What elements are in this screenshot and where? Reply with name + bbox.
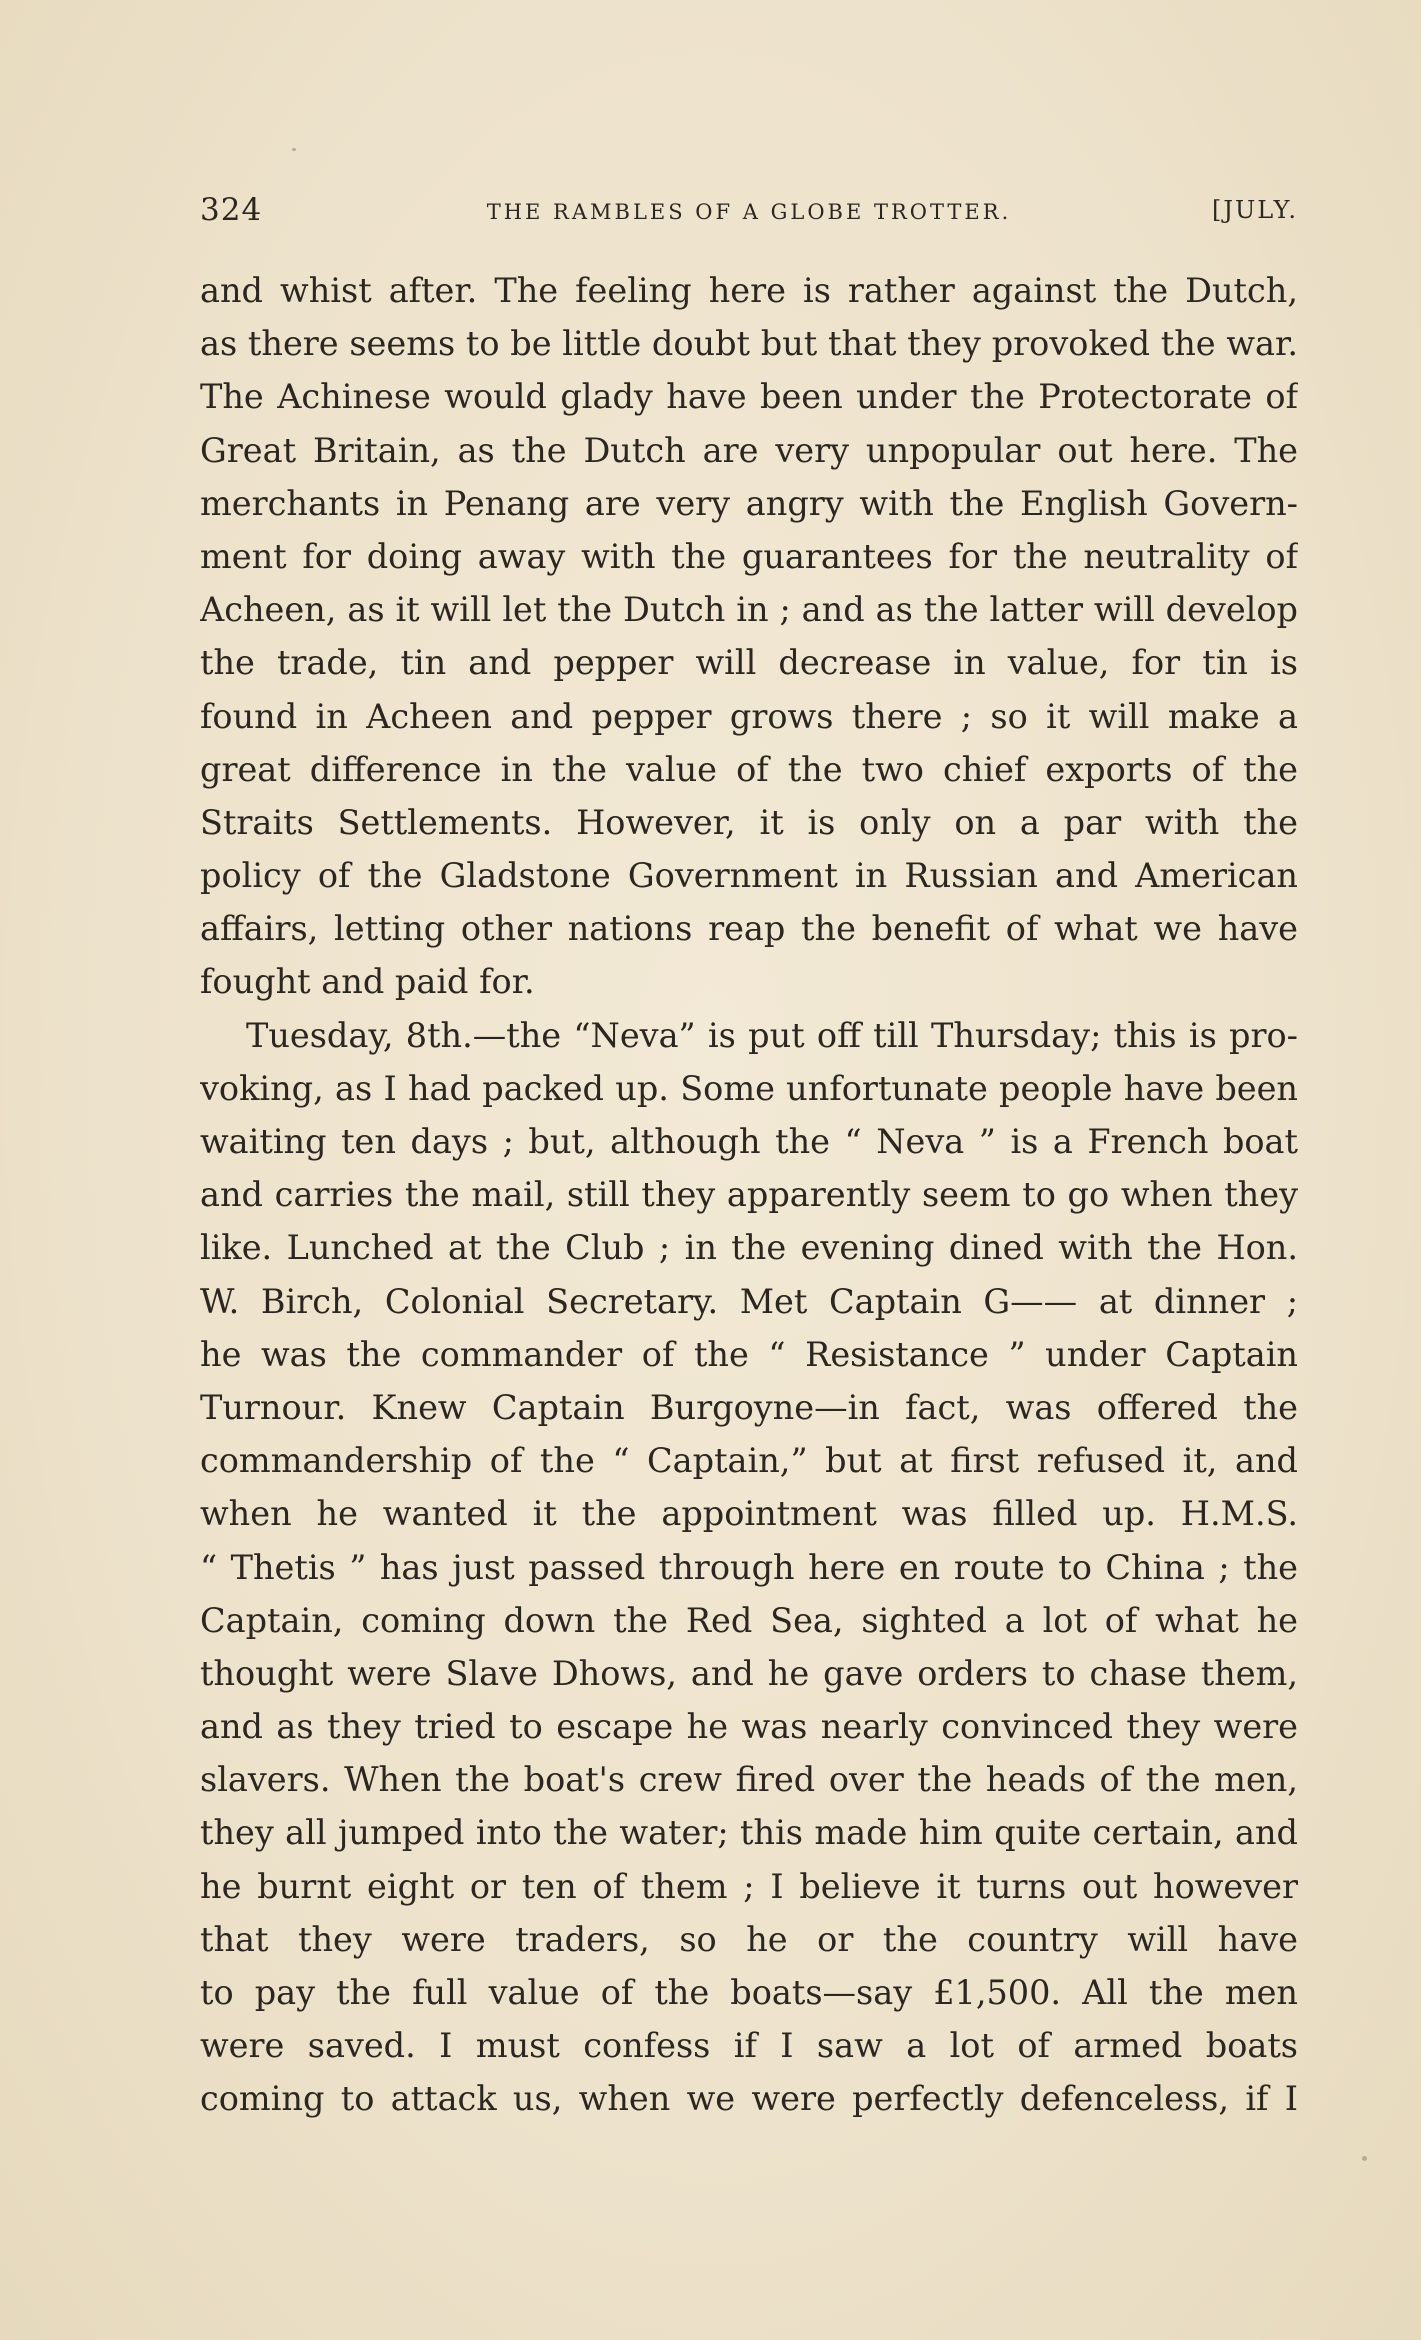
text-line: affairs, letting other nations reap the benefit of what we have <box>200 909 1298 949</box>
text-line: Acheen, as it will let the Dutch in ; and as the latter will develop <box>200 590 1298 630</box>
diary-entry-first-line: Tuesday, 8th.—the “Neva” is put off till Thursday; this is pro- <box>246 1015 1298 1055</box>
text-line: commandership of the “ Captain,” but at first refused it, and <box>200 1441 1298 1481</box>
text-line: policy of the Gladstone Government in Russian and American <box>200 856 1298 896</box>
text-line: great difference in the value of the two chief exports of the <box>200 749 1298 789</box>
running-title: THE RAMBLES OF A GLOBE TROTTER. <box>486 200 1012 224</box>
text-line: to pay the full value of the boats—say £1,500. All the men <box>200 1973 1298 2012</box>
text-line: thought were Slave Dhows, and he gave orders to chase them, <box>200 1653 1298 1693</box>
text-line: and whist after. The feeling here is rather against the Dutch, <box>200 271 1298 310</box>
text-line: W. Birch, Colonial Secretary. Met Captain G—— at dinner ; <box>200 1281 1298 1321</box>
text-line: as there seems to be little doubt but that they provoked the war. <box>200 324 1298 364</box>
paper-speck <box>1362 2156 1367 2161</box>
text-line: and as they tried to escape he was nearly convinced they were <box>200 1707 1298 1747</box>
text-line: coming to attack us, when we were perfectly defenceless, if I <box>200 2079 1298 2119</box>
text-line: like. Lunched at the Club ; in the evening dined with the Hon. <box>200 1228 1298 1268</box>
text-line: “ Thetis ” has just passed through here en route to China ; the <box>200 1547 1298 1587</box>
text-line: Straits Settlements. However, it is only on a par with the <box>200 802 1298 842</box>
text-line: he was the commander of the “ Resistance ” under Captain <box>200 1334 1298 1374</box>
paragraph-end-line: fought and paid for. <box>200 962 535 1002</box>
body-text <box>200 264 1298 2126</box>
text-line: when he wanted it the appointment was filled up. H.M.S. <box>200 1494 1298 1534</box>
text-line: the trade, tin and pepper will decrease in value, for tin is <box>200 643 1298 683</box>
text-line: waiting ten days ; but, although the “ Neva ” is a French boat <box>200 1122 1298 1161</box>
text-line: he burnt eight or ten of them ; I believe it turns out however <box>200 1866 1298 1906</box>
text-line: Turnour. Knew Captain Burgoyne—in fact, was offered the <box>200 1387 1298 1427</box>
text-line: voking, as I had packed up. Some unfortunate people have been <box>200 1068 1298 1108</box>
text-line: slavers. When the boat's crew fired over the heads of the men, <box>200 1760 1298 1800</box>
page-number: 324 <box>200 192 263 228</box>
text-line: were saved. I must confess if I saw a lot of armed boats <box>200 2026 1298 2066</box>
text-line: Great Britain, as the Dutch are very unpopular out here. The <box>200 430 1298 470</box>
running-month: [JULY. <box>1212 196 1298 224</box>
page-header <box>200 192 1298 238</box>
text-line: they all jumped into the water; this made him quite certain, and <box>200 1813 1298 1853</box>
text-line: Captain, coming down the Red Sea, sighted a lot of what he <box>200 1600 1298 1640</box>
text-line: ment for doing away with the guarantees for the neutrality of <box>200 536 1298 576</box>
paper-speck <box>292 148 296 151</box>
text-line: found in Acheen and pepper grows there ; so it will make a <box>200 696 1298 736</box>
text-line: The Achinese would glady have been under the Protectorate of <box>200 377 1298 417</box>
text-line: and carries the mail, still they apparently seem to go when they <box>200 1175 1298 1215</box>
text-line: merchants in Penang are very angry with the English Govern- <box>200 483 1298 523</box>
text-line: that they were traders, so he or the country will have <box>200 1919 1298 1959</box>
